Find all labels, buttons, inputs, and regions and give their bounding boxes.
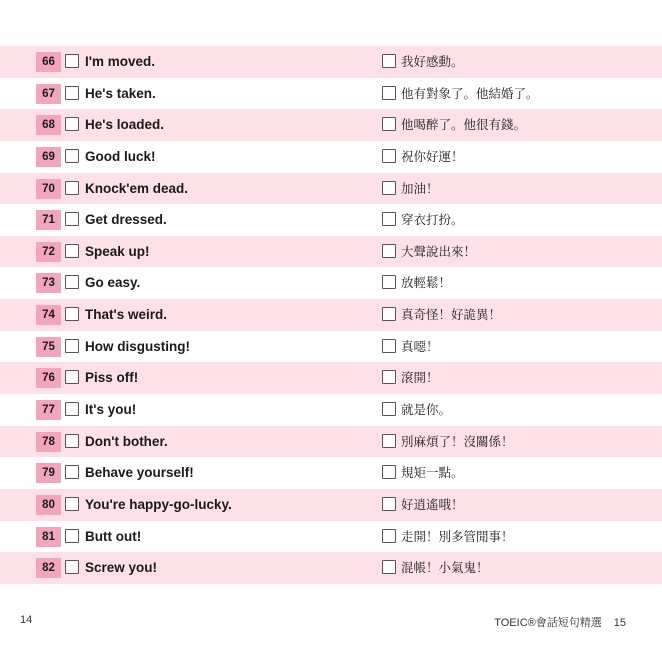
chinese-checkbox[interactable] [382, 117, 396, 131]
phrase-list [0, 46, 662, 584]
phrase-row [0, 331, 662, 363]
chinese-translation: 混帳！小氣鬼！ [401, 560, 489, 576]
chinese-translation: 穿衣打扮。 [401, 212, 464, 228]
english-checkbox[interactable] [65, 181, 79, 195]
phrase-number: 71 [36, 210, 61, 230]
english-checkbox[interactable] [65, 275, 79, 289]
phrase-row [0, 267, 662, 299]
phrase-row [0, 426, 662, 458]
chinese-translation: 真奇怪！好詭異！ [401, 307, 502, 323]
chinese-translation: 放輕鬆！ [401, 275, 452, 291]
chinese-checkbox[interactable] [382, 465, 396, 479]
phrase-number: 68 [36, 115, 61, 135]
phrase-number: 74 [36, 305, 61, 325]
english-phrase: I'm moved. [85, 54, 155, 69]
chinese-checkbox[interactable] [382, 307, 396, 321]
phrase-number: 75 [36, 337, 61, 357]
phrase-number: 77 [36, 400, 61, 420]
phrase-number: 80 [36, 495, 61, 515]
chinese-checkbox[interactable] [382, 86, 396, 100]
english-checkbox[interactable] [65, 465, 79, 479]
phrase-number: 67 [36, 84, 61, 104]
english-checkbox[interactable] [65, 339, 79, 353]
english-phrase: Screw you! [85, 560, 158, 576]
english-phrase: Behave yourself! [85, 465, 194, 481]
english-checkbox[interactable] [65, 117, 79, 131]
english-checkbox[interactable] [65, 54, 79, 68]
right-page-number: 15 [613, 617, 626, 629]
english-phrase: How disgusting! [85, 338, 190, 354]
chinese-translation: 規矩一點。 [401, 465, 464, 481]
english-checkbox[interactable] [65, 212, 79, 226]
english-phrase: Piss off! [85, 370, 139, 386]
chinese-checkbox[interactable] [382, 497, 396, 511]
english-phrase: He's taken. [85, 85, 156, 101]
english-phrase: Go easy. [85, 275, 141, 291]
chinese-checkbox[interactable] [382, 560, 396, 574]
phrase-row [0, 173, 662, 205]
chinese-checkbox[interactable] [382, 529, 396, 543]
chinese-checkbox[interactable] [382, 244, 396, 258]
chinese-checkbox[interactable] [382, 402, 396, 416]
chinese-checkbox[interactable] [382, 275, 396, 289]
phrase-number: 66 [36, 52, 61, 72]
chinese-checkbox[interactable] [382, 181, 396, 195]
phrase-row [0, 394, 662, 426]
english-phrase: Speak up! [85, 243, 150, 259]
phrase-row [0, 521, 662, 553]
chinese-translation: 他喝醉了。他很有錢。 [401, 117, 527, 133]
phrase-row [0, 141, 662, 173]
english-checkbox[interactable] [65, 402, 79, 416]
phrase-number: 82 [36, 558, 61, 578]
english-checkbox[interactable] [65, 529, 79, 543]
english-checkbox[interactable] [65, 307, 79, 321]
english-checkbox[interactable] [65, 370, 79, 384]
chinese-translation: 加油！ [401, 180, 439, 196]
chinese-checkbox[interactable] [382, 212, 396, 226]
english-phrase: He's loaded. [85, 117, 164, 133]
english-checkbox[interactable] [65, 149, 79, 163]
phrase-row [0, 109, 662, 141]
footer-right [494, 614, 626, 630]
chinese-translation: 祝你好運！ [401, 148, 464, 164]
chinese-checkbox[interactable] [382, 339, 396, 353]
phrase-row [0, 299, 662, 331]
phrase-row [0, 204, 662, 236]
book-title: TOEIC®會話短句精選 [494, 617, 602, 629]
chinese-translation: 真噁！ [401, 338, 439, 354]
chinese-translation: 滾開！ [401, 370, 439, 386]
chinese-translation: 大聲說出來！ [401, 243, 477, 259]
english-checkbox[interactable] [65, 497, 79, 511]
english-phrase: Good luck! [85, 148, 156, 164]
phrase-row [0, 489, 662, 521]
english-checkbox[interactable] [65, 434, 79, 448]
english-phrase: You're happy-go-lucky. [85, 496, 232, 512]
phrase-row [0, 552, 662, 584]
phrase-row [0, 46, 662, 78]
english-checkbox[interactable] [65, 244, 79, 258]
chinese-checkbox[interactable] [382, 370, 396, 384]
chinese-translation: 就是你。 [401, 402, 452, 418]
chinese-translation: 好逍遙哦！ [401, 496, 464, 512]
phrase-number: 69 [36, 147, 61, 167]
phrase-row [0, 78, 662, 110]
chinese-translation: 走開！別多管閒事！ [401, 528, 514, 544]
english-phrase: Don't bother. [85, 433, 168, 449]
phrase-number: 79 [36, 463, 61, 483]
phrase-number: 73 [36, 273, 61, 293]
phrase-row [0, 457, 662, 489]
english-phrase: That's weird. [85, 307, 167, 323]
english-phrase: Knock'em dead. [85, 180, 188, 196]
english-checkbox[interactable] [65, 86, 79, 100]
chinese-translation: 他有對象了。他結婚了。 [401, 85, 539, 101]
phrase-row [0, 362, 662, 394]
chinese-translation: 別麻煩了！沒關係！ [401, 433, 514, 449]
chinese-translation: 我好感動。 [401, 54, 464, 69]
english-checkbox[interactable] [65, 560, 79, 574]
chinese-checkbox[interactable] [382, 149, 396, 163]
phrase-row [0, 236, 662, 268]
chinese-checkbox[interactable] [382, 434, 396, 448]
phrase-number: 76 [36, 368, 61, 388]
phrase-number: 78 [36, 432, 61, 452]
phrase-number: 81 [36, 527, 61, 547]
left-page-number: 14 [20, 614, 33, 626]
english-phrase: Butt out! [85, 528, 142, 544]
phrase-number: 70 [36, 179, 61, 199]
english-phrase: It's you! [85, 402, 137, 418]
phrase-number: 72 [36, 242, 61, 262]
english-phrase: Get dressed. [85, 212, 167, 228]
chinese-checkbox[interactable] [382, 54, 396, 68]
